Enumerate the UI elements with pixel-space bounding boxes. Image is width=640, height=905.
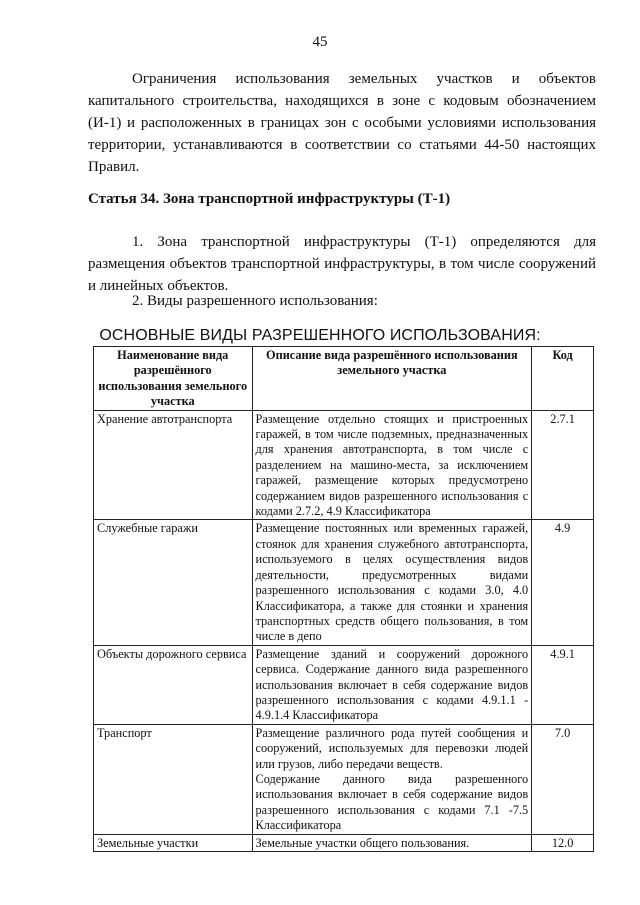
point-2-paragraph: 2. Виды разрешенного использования:	[132, 293, 378, 309]
row-description: Размещение отдельно стоящих и пристроенных гаражей, в том числе подземных, предназначенных для хранения автотранспорта, в том числе с разделением на машино-места, за исключением гаражей, размещение которых предусмотрено содержанием видов разрешенного использования с кодами 2.7.2, 4.9 Классификатора	[252, 410, 532, 520]
header-name: Наименование вида разрешённого использования земельного участка	[94, 347, 253, 411]
row-description-main: Размещение различного рода путей сообщения и сооружений, используемых для перевозки людей или грузов, либо передачи веществ.	[255, 725, 529, 771]
row-name: Хранение автотранспорта	[94, 410, 253, 520]
page-number: 45	[312, 34, 328, 50]
row-name: Земельные участки	[94, 834, 253, 851]
permitted-uses-table	[93, 346, 594, 852]
row-name: Транспорт	[94, 724, 253, 834]
table-row	[94, 520, 594, 645]
row-code: 7.0	[532, 724, 594, 834]
table-row	[94, 834, 594, 851]
row-code: 4.9.1	[532, 645, 594, 724]
row-description-extra: Содержание данного вида разрешенного использования включает в себя содержание видов разрешенного использования с кодами 7.1 -7.5 Классификатора	[255, 771, 529, 833]
header-code: Код	[532, 347, 594, 411]
row-description: Размещение зданий и сооружений дорожного сервиса. Содержание данного вида разрешенного использования включает в себя содержание видов разрешенного использования с кодами 4.9.1.1 - 4.9.1.4 Классификатора	[252, 645, 532, 724]
table-row	[94, 410, 594, 520]
row-code: 2.7.1	[532, 410, 594, 520]
row-code: 4.9	[532, 520, 594, 645]
table-header-row	[94, 347, 594, 411]
table-row	[94, 645, 594, 724]
intro-paragraph: Ограничения использования земельных участков и объектов капитального строительства, находящихся в зоне с кодовым обозначением (И-1) и расположенных в границах зон с особыми условиями использования территории, устанавливаются в соответствии со статьями 44-50 настоящих Правил.	[88, 71, 596, 175]
row-code: 12.0	[532, 834, 594, 851]
header-description: Описание вида разрешённого использования земельного участка	[252, 347, 532, 411]
table-row	[94, 724, 594, 834]
row-name: Объекты дорожного сервиса	[94, 645, 253, 724]
point-1-paragraph: 1. Зона транспортной инфраструктуры (Т-1) определяются для размещения объектов транспортной инфраструктуры, в том числе сооружений и линейных объектов.	[88, 234, 596, 294]
article-heading: Статья 34. Зона транспортной инфраструктуры (Т-1)	[88, 191, 451, 207]
row-description: Земельные участки общего пользования.	[252, 834, 532, 851]
row-name: Служебные гаражи	[94, 520, 253, 645]
row-description	[252, 724, 532, 834]
row-description: Размещение постоянных или временных гаражей, стоянок для хранения служебного автотранспорта, используемого в целях осуществления видов деятельности, предусмотренных видами разрешенного использования с кодами 3.0, 4.0 Классификатора, а также для стоянки и хранения транспортных средств общего пользования, в том числе в депо	[252, 520, 532, 645]
table-title: ОСНОВНЫЕ ВИДЫ РАЗРЕШЕННОГО ИСПОЛЬЗОВАНИЯ:	[99, 327, 541, 344]
